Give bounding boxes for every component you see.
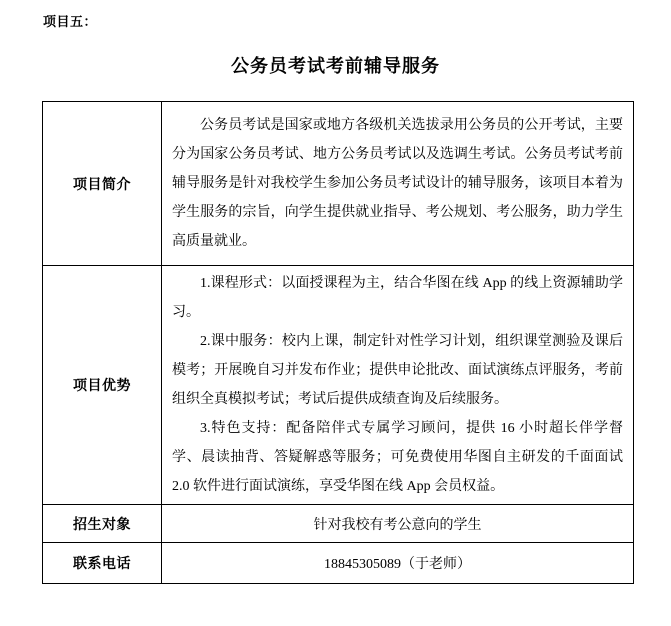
advantage-item-2: 2.课中服务：校内上课，制定针对性学习计划，组织课堂测验及课后模考；开展晚自习并发布作业；提供申论批改、面试演练点评服务，考前组织全真模拟考试；考试后提供成绩查询及后续服务。 [172, 334, 623, 407]
table-row-project-intro [43, 102, 634, 266]
row-header-contact-phone: 联系电话 [43, 543, 162, 584]
section-label: 项目五： [43, 14, 98, 29]
advantage-item-3: 3.特色支持：配备陪伴式专属学习顾问，提供 16 小时超长伴学督学、晨读抽背、答疑解惑等服务；可免费使用华图自主研发的千面面试 2.0 软件进行面试演练，享受华图在线 App 会员权益。 [172, 421, 623, 494]
table-row-contact-phone [43, 543, 634, 584]
cell-contact-phone [162, 543, 634, 584]
project-info-table [42, 101, 634, 584]
cell-project-intro [162, 102, 634, 266]
table-row-project-advantages [43, 266, 634, 505]
row-header-project-advantages: 项目优势 [43, 266, 162, 505]
project-intro-paragraph: 公务员考试是国家或地方各级机关选拔录用公务员的公开考试，主要分为国家公务员考试、地方公务员考试以及选调生考试。公务员考试考前辅导服务是针对我校学生参加公务员考试设计的辅导服务，该项目本着为学生服务的宗旨，向学生提供就业指导、考公规划、考公服务，助力学生高质量就业。 [172, 118, 623, 249]
cell-project-advantages [162, 266, 634, 505]
cell-enrollment-target [162, 505, 634, 543]
enrollment-target-text: 针对我校有考公意向的学生 [313, 517, 482, 533]
document-title: 公务员考试考前辅导服务 [231, 56, 440, 76]
row-header-enrollment-target: 招生对象 [43, 505, 162, 543]
contact-phone-text: 18845305089（于老师） [324, 557, 471, 572]
advantage-item-1: 1.课程形式：以面授课程为主，结合华图在线 App 的线上资源辅助学习。 [172, 276, 623, 320]
row-header-project-intro: 项目简介 [43, 102, 162, 266]
table-row-enrollment-target [43, 505, 634, 543]
